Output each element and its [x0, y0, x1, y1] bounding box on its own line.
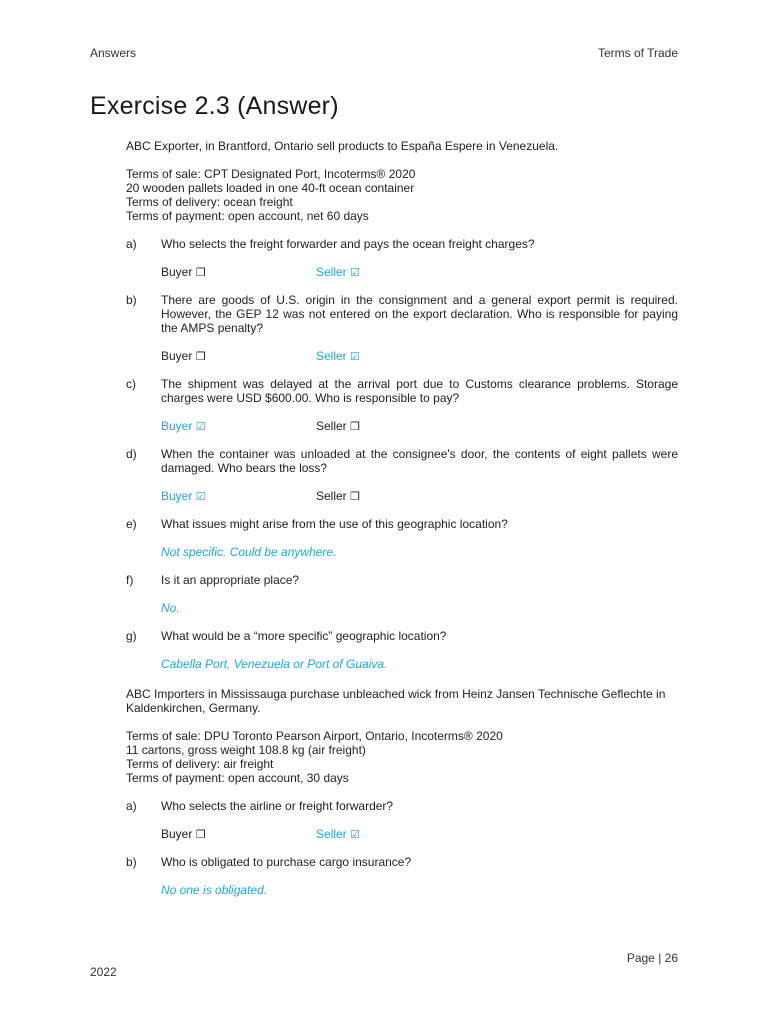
- footer-year: 2022: [90, 965, 117, 979]
- checked-checkbox-icon: ☑: [350, 829, 360, 841]
- question-label: a): [126, 799, 137, 813]
- checked-checkbox-icon: ☑: [350, 267, 360, 279]
- checked-checkbox-icon: ☑: [195, 491, 206, 503]
- empty-checkbox-icon: ❒: [350, 421, 360, 433]
- question-text: Who selects the airline or freight forwarder?: [161, 799, 394, 813]
- empty-checkbox-icon: ❒: [195, 829, 206, 841]
- buyer-option: [161, 349, 206, 364]
- question-label: a): [126, 237, 137, 251]
- seller-label: Seller: [316, 419, 347, 433]
- seller-option: [316, 489, 360, 504]
- header-left: Answers: [90, 46, 137, 60]
- scenario2-intro: ABC Importers in Mississauga purchase unbleached wick from Heinz Jansen Technische Geflechte in Kaldenkirchen, Germany.: [126, 687, 666, 715]
- buyer-label: Buyer: [161, 265, 193, 279]
- answer-text: No one is obligated.: [161, 883, 268, 897]
- question-text: Is it an appropriate place?: [161, 573, 300, 587]
- question-text: The shipment was delayed at the arrival port due to Customs clearance problems. Storage charges were USD $600.00. Who is responsible to pay?: [161, 377, 678, 405]
- checked-checkbox-icon: ☑: [350, 351, 360, 363]
- scenario1-term: Terms of sale: CPT Designated Port, Incoterms® 2020: [126, 167, 416, 181]
- empty-checkbox-icon: ❒: [195, 351, 206, 363]
- question-text: When the container was unloaded at the consignee's door, the contents of eight pallets were damaged. Who bears the loss?: [161, 447, 678, 475]
- scenario1-term: 20 wooden pallets loaded in one 40-ft ocean container: [126, 181, 415, 195]
- buyer-option: [161, 419, 206, 434]
- empty-checkbox-icon: ❒: [195, 267, 206, 279]
- scenario2-term: Terms of payment: open account, 30 days: [126, 771, 349, 785]
- seller-label: Seller: [316, 489, 347, 503]
- page-number: Page | 26: [626, 951, 678, 965]
- scenario1-term: Terms of delivery: ocean freight: [126, 195, 293, 209]
- seller-label: Seller: [316, 827, 347, 841]
- buyer-label: Buyer: [161, 419, 193, 433]
- seller-label: Seller: [316, 265, 347, 279]
- question-text: Who selects the freight forwarder and pays the ocean freight charges?: [161, 237, 535, 251]
- question-label: b): [126, 855, 137, 869]
- buyer-option: [161, 489, 206, 504]
- question-label: d): [126, 447, 137, 461]
- answer-text: Not specific. Could be anywhere.: [161, 545, 337, 559]
- seller-label: Seller: [316, 349, 347, 363]
- buyer-option: [161, 265, 206, 280]
- header-right: Terms of Trade: [597, 46, 678, 60]
- seller-option: [316, 349, 360, 364]
- question-label: e): [126, 517, 137, 531]
- buyer-label: Buyer: [161, 489, 193, 503]
- buyer-label: Buyer: [161, 349, 193, 363]
- question-label: c): [126, 377, 136, 391]
- scenario1-term: Terms of payment: open account, net 60 days: [126, 209, 369, 223]
- answer-text: No.: [161, 601, 180, 615]
- question-text: What issues might arise from the use of this geographic location?: [161, 517, 508, 531]
- empty-checkbox-icon: ❒: [350, 491, 360, 503]
- checked-checkbox-icon: ☑: [195, 421, 206, 433]
- question-label: g): [126, 629, 137, 643]
- question-label: b): [126, 293, 137, 307]
- question-text: There are goods of U.S. origin in the consignment and a general export permit is required. However, the GEP 12 was not entered on the export declaration. Who is responsible for paying the AMPS penalty?: [161, 293, 678, 335]
- buyer-label: Buyer: [161, 827, 193, 841]
- scenario2-term: Terms of sale: DPU Toronto Pearson Airport, Ontario, Incoterms® 2020: [126, 729, 503, 743]
- seller-option: [316, 265, 360, 280]
- seller-option: [316, 419, 360, 434]
- page-title: Exercise 2.3 (Answer): [90, 92, 339, 120]
- buyer-option: [161, 827, 206, 842]
- seller-option: [316, 827, 360, 842]
- scenario1-intro: ABC Exporter, in Brantford, Ontario sell products to España Espere in Venezuela.: [126, 139, 559, 153]
- scenario2-term: 11 cartons, gross weight 108.8 kg (air freight): [126, 743, 366, 757]
- scenario2-term: Terms of delivery: air freight: [126, 757, 274, 771]
- question-label: f): [126, 573, 134, 587]
- question-text: What would be a “more specific” geographic location?: [161, 629, 447, 643]
- question-text: Who is obligated to purchase cargo insurance?: [161, 855, 412, 869]
- answer-text: Cabella Port, Venezuela or Port of Guaiva.: [161, 657, 388, 671]
